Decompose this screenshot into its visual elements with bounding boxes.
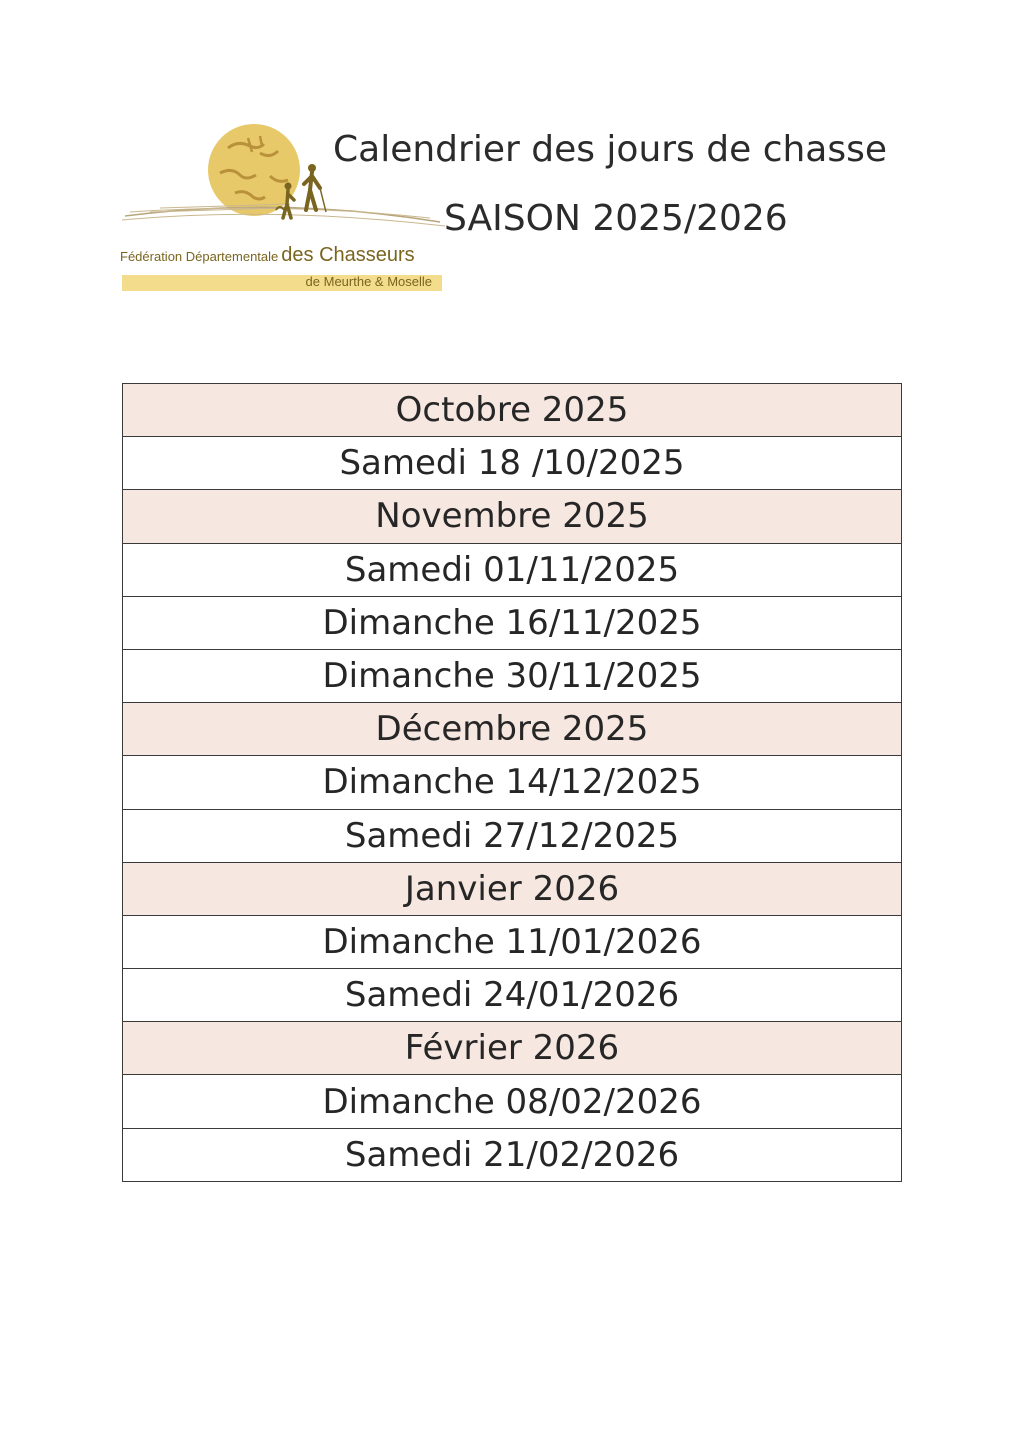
month-header-row: Janvier 2026 (123, 863, 901, 916)
logo-org-name-big: des Chasseurs (281, 244, 415, 266)
month-header-row: Novembre 2025 (123, 490, 901, 543)
logo-band (122, 275, 442, 291)
hunting-calendar-table (122, 383, 902, 1182)
logo-org-name-small: Fédération Départementale (120, 249, 279, 264)
hunting-date-row: Dimanche 30/11/2025 (123, 650, 901, 703)
hunting-date-row: Dimanche 16/11/2025 (123, 597, 901, 650)
hunting-date-row: Samedi 27/12/2025 (123, 810, 901, 863)
month-header-row: Février 2026 (123, 1022, 901, 1075)
hunting-date-row: Dimanche 14/12/2025 (123, 756, 901, 809)
hunting-date-row: Samedi 18 /10/2025 (123, 437, 901, 490)
hunting-date-row: Dimanche 08/02/2026 (123, 1075, 901, 1128)
page-subtitle: SAISON 2025/2026 (444, 198, 788, 239)
hunting-date-row: Samedi 21/02/2026 (123, 1129, 901, 1182)
logo-org-region: de Meurthe & Moselle (305, 274, 432, 289)
month-header-row: Décembre 2025 (123, 703, 901, 756)
hunting-date-row: Samedi 01/11/2025 (123, 544, 901, 597)
hunting-date-row: Dimanche 11/01/2026 (123, 916, 901, 969)
page-title: Calendrier des jours de chasse (333, 129, 888, 170)
month-header-row: Octobre 2025 (123, 384, 901, 437)
hunting-date-row: Samedi 24/01/2026 (123, 969, 901, 1022)
logo-org-name (120, 244, 415, 267)
